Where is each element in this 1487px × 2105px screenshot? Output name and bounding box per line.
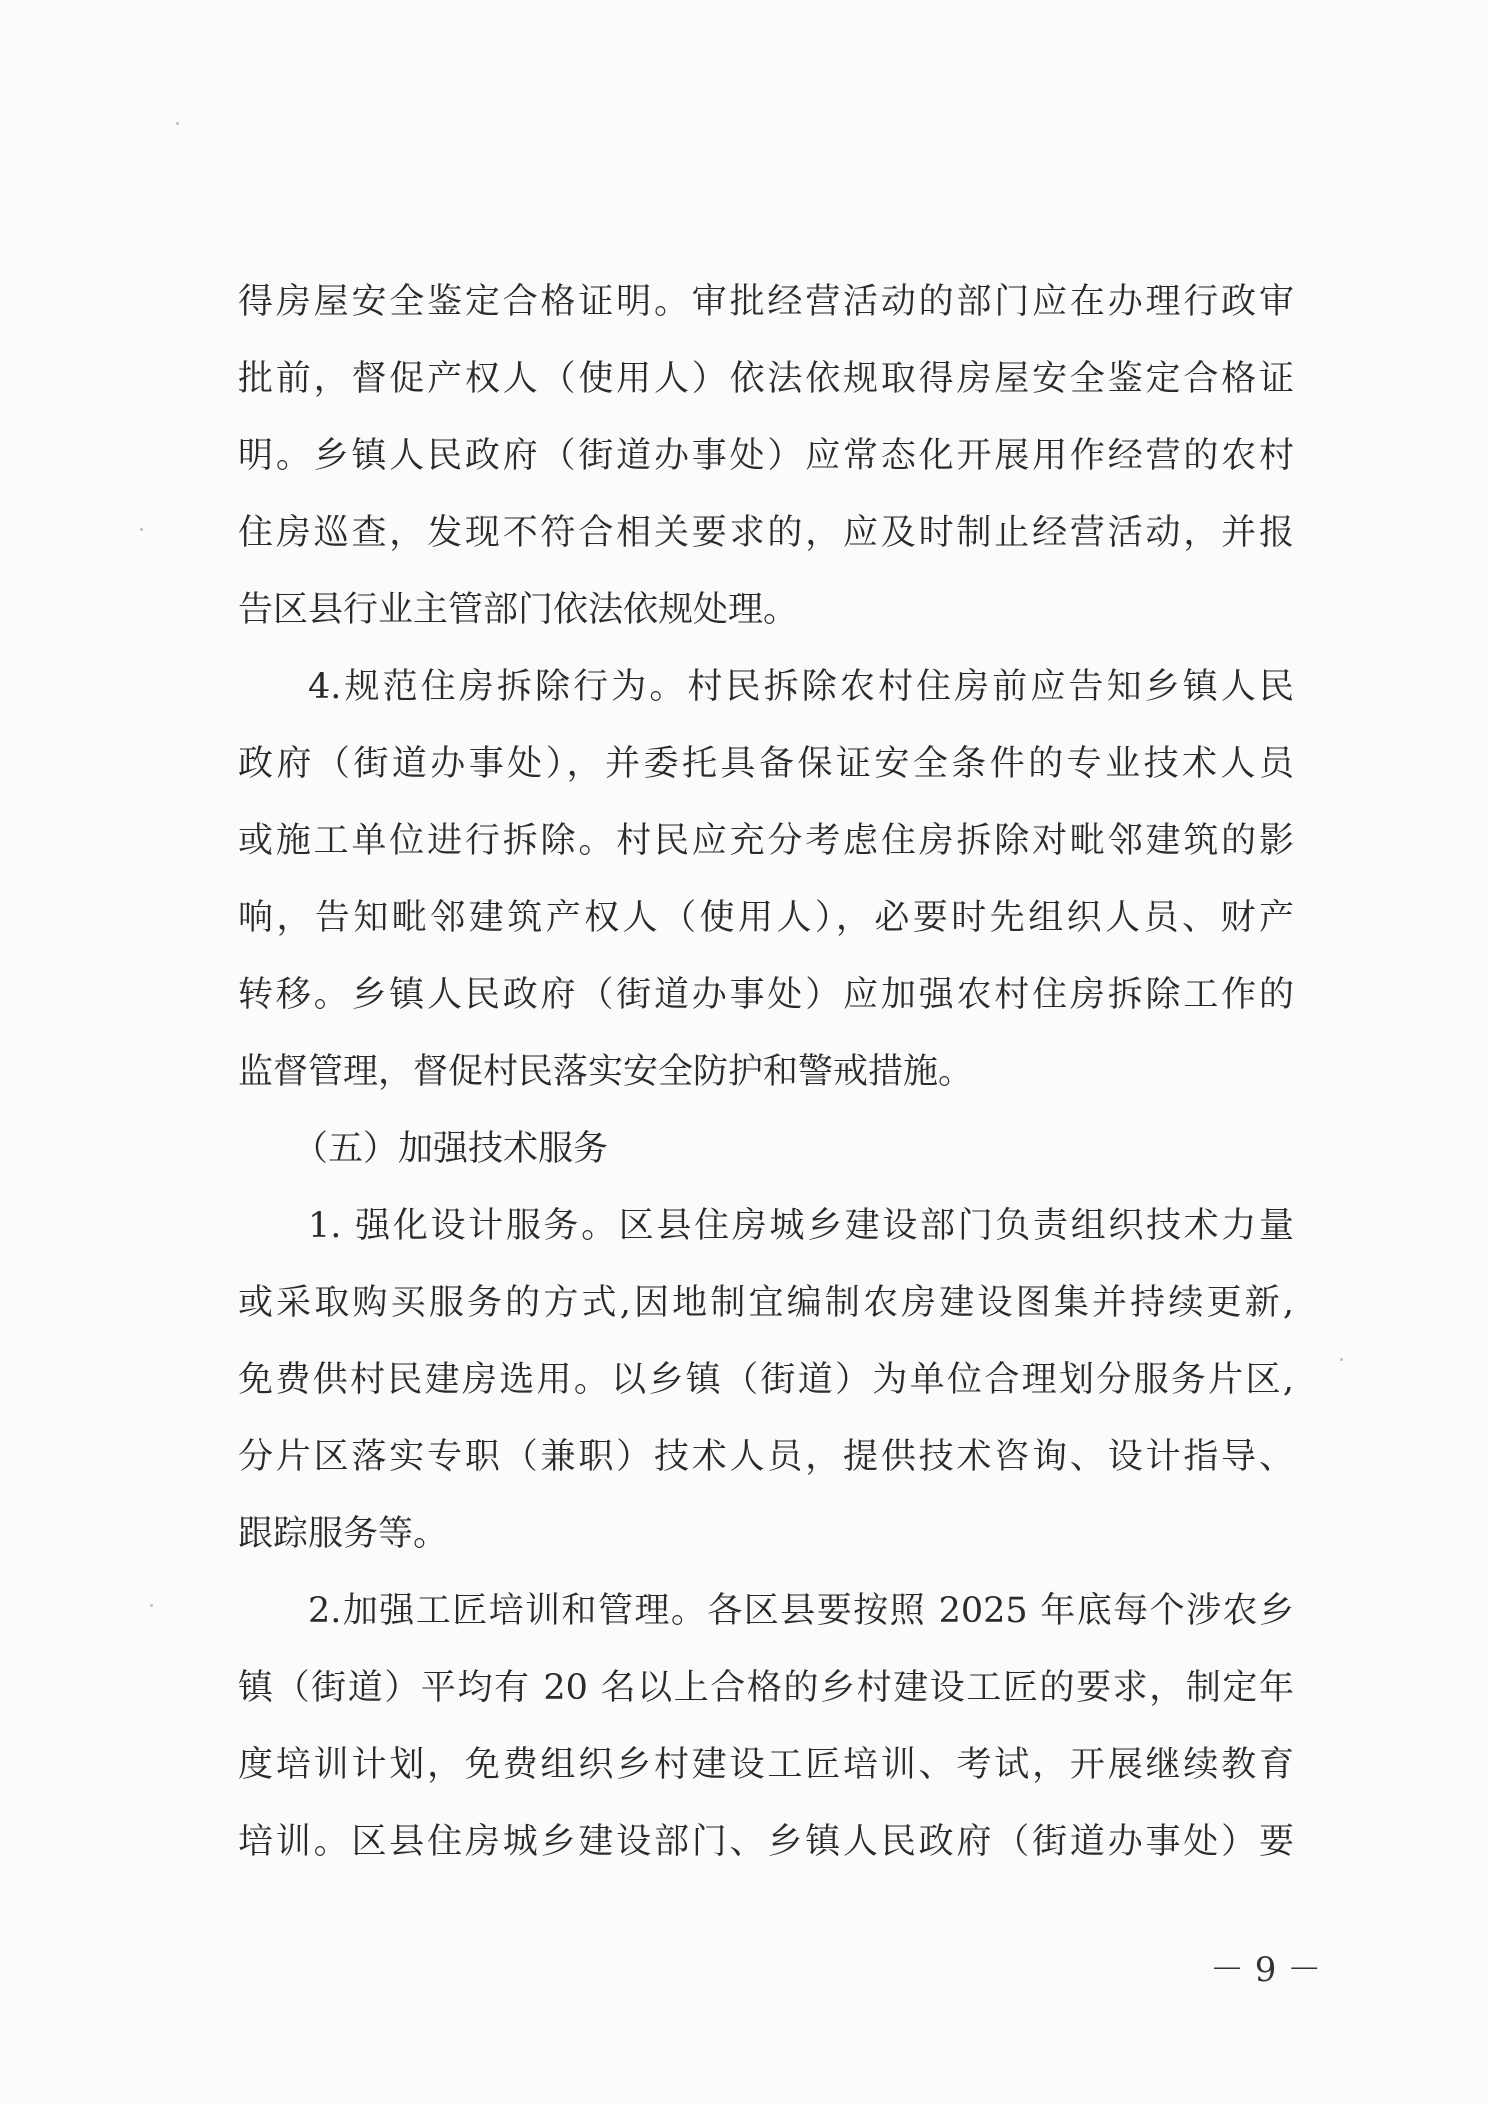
page-number: － 9 －: [1210, 1950, 1322, 1990]
text-line: 政府（街道办事处），并委托具备保证安全条件的专业技术人员: [238, 744, 1294, 784]
text-line: 批前，督促产权人（使用人）依法依规取得房屋安全鉴定合格证: [238, 359, 1294, 399]
text-line: 明。乡镇人民政府（街道办事处）应常态化开展用作经营的农村: [238, 436, 1294, 476]
scan-speck: [140, 528, 143, 531]
text-line: 2.加强工匠培训和管理。各区县要按照 2025 年底每个涉农乡: [308, 1591, 1294, 1631]
scan-speck: [150, 1604, 153, 1607]
text-line: 免费供村民建房选用。以乡镇（街道）为单位合理划分服务片区,: [238, 1360, 1294, 1400]
text-line: 得房屋安全鉴定合格证明。审批经营活动的部门应在办理行政审: [238, 282, 1294, 322]
scan-speck: [1340, 1358, 1343, 1361]
text-line: 转移。乡镇人民政府（街道办事处）应加强农村住房拆除工作的: [238, 975, 1294, 1015]
text-line: 或施工单位进行拆除。村民应充分考虑住房拆除对毗邻建筑的影: [238, 821, 1294, 861]
scan-speck: [176, 122, 179, 125]
text-line: 告区县行业主管部门依法依规处理。: [238, 590, 799, 630]
text-line: 1. 强化设计服务。区县住房城乡建设部门负责组织技术力量: [308, 1206, 1294, 1246]
text-line: 监督管理，督促村民落实安全防护和警戒措施。: [238, 1052, 974, 1092]
text-line: 跟踪服务等。: [238, 1514, 449, 1554]
text-line: 响，告知毗邻建筑产权人（使用人），必要时先组织人员、财产: [238, 898, 1294, 938]
text-line: 度培训计划，免费组织乡村建设工匠培训、考试，开展继续教育: [238, 1745, 1294, 1785]
text-line: 镇（街道）平均有 20 名以上合格的乡村建设工匠的要求，制定年: [238, 1668, 1294, 1708]
section-heading: （五）加强技术服务: [293, 1129, 609, 1169]
text-line: 培训。区县住房城乡建设部门、乡镇人民政府（街道办事处）要: [238, 1822, 1294, 1862]
text-line: 或采取购买服务的方式,因地制宜编制农房建设图集并持续更新,: [238, 1283, 1294, 1323]
text-line: 分片区落实专职（兼职）技术人员，提供技术咨询、设计指导、: [238, 1437, 1294, 1477]
text-line: 住房巡查，发现不符合相关要求的，应及时制止经营活动，并报: [238, 513, 1294, 553]
text-line: 4.规范住房拆除行为。村民拆除农村住房前应告知乡镇人民: [308, 667, 1294, 707]
